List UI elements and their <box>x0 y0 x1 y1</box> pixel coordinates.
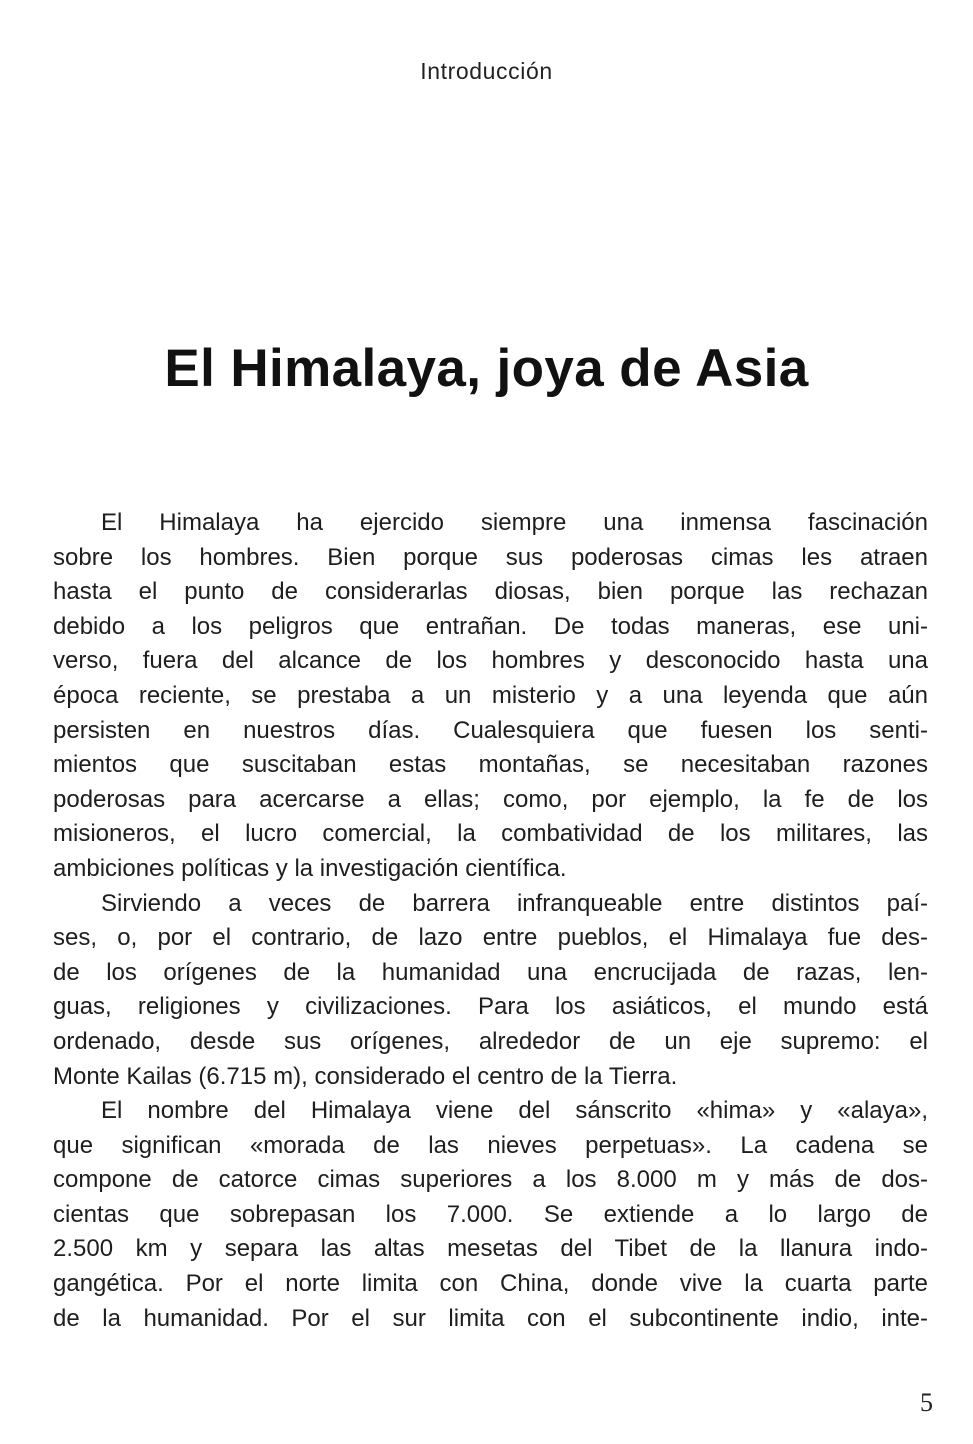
text-line: ses, o, por el contrario, de lazo entre pueblos, el Himalaya fue des- <box>53 924 928 952</box>
text-line: gangética. Por el norte limita con China, donde vive la cuarta parte <box>53 1270 928 1298</box>
text-line: Sirviendo a veces de barrera infranqueable entre distintos paí- <box>101 889 928 917</box>
text-line: sobre los hombres. Bien porque sus poderosas cimas les atraen <box>53 543 928 571</box>
text-line: El Himalaya ha ejercido siempre una inmensa fascinación <box>101 509 928 536</box>
chapter-title: El Himalaya, joya de Asia <box>164 339 809 398</box>
paragraph <box>53 506 928 887</box>
text-line: cientas que sobrepasan los 7.000. Se extiende a lo largo de <box>53 1200 928 1228</box>
text-line: El nombre del Himalaya viene del sánscrito «hima» y «alaya», <box>101 1097 928 1125</box>
text-line: Monte Kailas (6.715 m), considerado el centro de la Tierra. <box>53 1062 678 1090</box>
body-text <box>53 506 928 1336</box>
paragraph <box>53 887 928 1095</box>
text-line: 2.500 km y separa las altas mesetas del Tibet de la llanura indo- <box>53 1235 928 1263</box>
text-line: persisten en nuestros días. Cualesquiera que fuesen los senti- <box>53 716 928 744</box>
running-head: Introducción <box>420 58 553 84</box>
text-line: compone de catorce cimas superiores a los 8.000 m y más de dos- <box>53 1166 928 1194</box>
text-line: verso, fuera del alcance de los hombres y desconocido hasta una <box>53 647 928 675</box>
text-line: ambiciones políticas y la investigación científica. <box>53 854 567 882</box>
text-line: poderosas para acercarse a ellas; como, por ejemplo, la fe de los <box>53 785 928 813</box>
text-line: hasta el punto de considerarlas diosas, bien porque las rechazan <box>53 578 928 606</box>
text-line: época reciente, se prestaba a un misterio y a una leyenda que aún <box>53 681 928 709</box>
text-line: guas, religiones y civilizaciones. Para los asiáticos, el mundo está <box>53 993 928 1021</box>
page-number: 5 <box>920 1388 933 1417</box>
text-line: misioneros, el lucro comercial, la combatividad de los militares, las <box>53 820 928 848</box>
text-line: de la humanidad. Por el sur limita con el subcontinente indio, inte- <box>53 1304 928 1332</box>
paragraph <box>53 1094 928 1336</box>
text-line: ordenado, desde sus orígenes, alrededor de un eje supremo: el <box>53 1027 928 1055</box>
text-line: mientos que suscitaban estas montañas, se necesitaban razones <box>53 751 928 779</box>
text-line: debido a los peligros que entrañan. De todas maneras, ese uni- <box>53 612 928 640</box>
text-line: de los orígenes de la humanidad una encrucijada de razas, len- <box>53 958 928 986</box>
text-line: que significan «morada de las nieves perpetuas». La cadena se <box>53 1131 928 1159</box>
